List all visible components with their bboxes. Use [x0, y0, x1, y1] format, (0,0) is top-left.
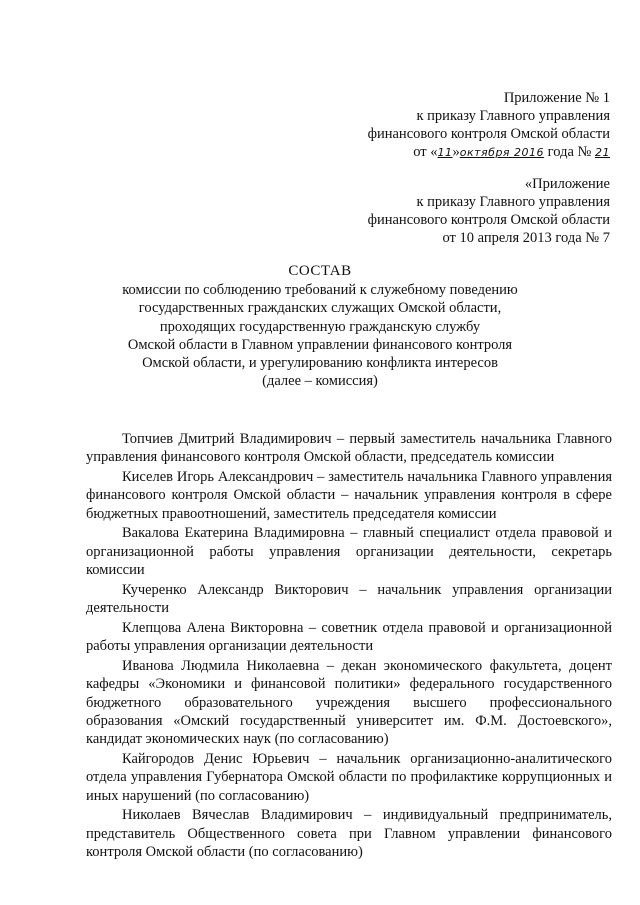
title-line: комиссии по соблюдению требований к служебному поведению [122, 282, 518, 299]
appendix-department-line: финансового контроля Омской области [367, 126, 610, 142]
title-line: проходящих государственную гражданскую службу [159, 318, 481, 335]
appendix-title: «Приложение [524, 176, 610, 192]
date-mid: » [452, 144, 460, 160]
title-line: государственных гражданских служащих Омской области, [138, 300, 502, 317]
title-line: Омской области, и урегулированию конфликта интересов [142, 355, 498, 372]
appendix-date-line [368, 143, 610, 162]
appendix-header-original [368, 175, 610, 247]
document-title-block [80, 262, 560, 390]
member-entry: Кучеренко Александр Викторович – начальник управления организации деятельности [86, 581, 612, 617]
member-entry: Вакалова Екатерина Владимировна – главный специалист отдела правовой и организационной работы управления организации деятельности, секретарь комиссии [86, 525, 612, 579]
appendix-department-line: финансового контроля Омской области [367, 212, 610, 228]
commission-members-list [86, 430, 612, 863]
title-line: (далее – комиссия) [262, 373, 378, 390]
member-entry: Иванова Людмила Николаевна – декан экономического факультета, доцент кафедры «Экономики и финансовой политики» федерального государственного бюджетного образовательного учреждения высшего профессионального образования «Омский государственный университет им. Ф.М. Достоевского», кандидат экономических наук (по согласованию) [86, 658, 612, 748]
date-prefix: от « [413, 144, 438, 160]
member-entry: Клепцова Алена Викторовна – советник отдела правовой и организационной работы управления организации деятельности [86, 619, 612, 655]
title-line: Омской области в Главном управлении финансового контроля [127, 336, 513, 353]
handwritten-day: 11 [437, 146, 453, 159]
year-number-label: года № [547, 144, 592, 160]
appendix-header-current [368, 89, 610, 162]
member-entry: Топчиев Дмитрий Владимирович – первый заместитель начальника Главного управления финансового контроля Омской области, председатель комиссии [86, 431, 612, 466]
appendix-order-line: к приказу Главного управления [416, 194, 610, 210]
appendix-date-line: от 10 апреля 2013 года № 7 [442, 230, 610, 246]
appendix-title: Приложение № 1 [503, 90, 610, 106]
handwritten-month-year: октября 2016 [459, 146, 545, 159]
handwritten-order-number: 21 [595, 146, 610, 159]
member-entry: Киселев Игорь Александрович – заместитель начальника Главного управления финансового контроля Омской области – начальник управления контроля в сфере бюджетных правоотношений, заместитель председателя комиссии [86, 469, 612, 522]
member-entry: Николаев Вячеслав Владимирович – индивидуальный предприниматель, представитель Общественного совета при Главном управлении финансового контроля Омской области (по согласованию) [86, 807, 612, 861]
document-heading: СОСТАВ [288, 263, 352, 279]
member-entry: Кайгородов Денис Юрьевич – начальник организационно-аналитического отдела управления Губернатора Омской области по профилактике коррупционных и иных нарушений (по согласованию) [86, 751, 612, 804]
appendix-order-line: к приказу Главного управления [416, 108, 610, 124]
